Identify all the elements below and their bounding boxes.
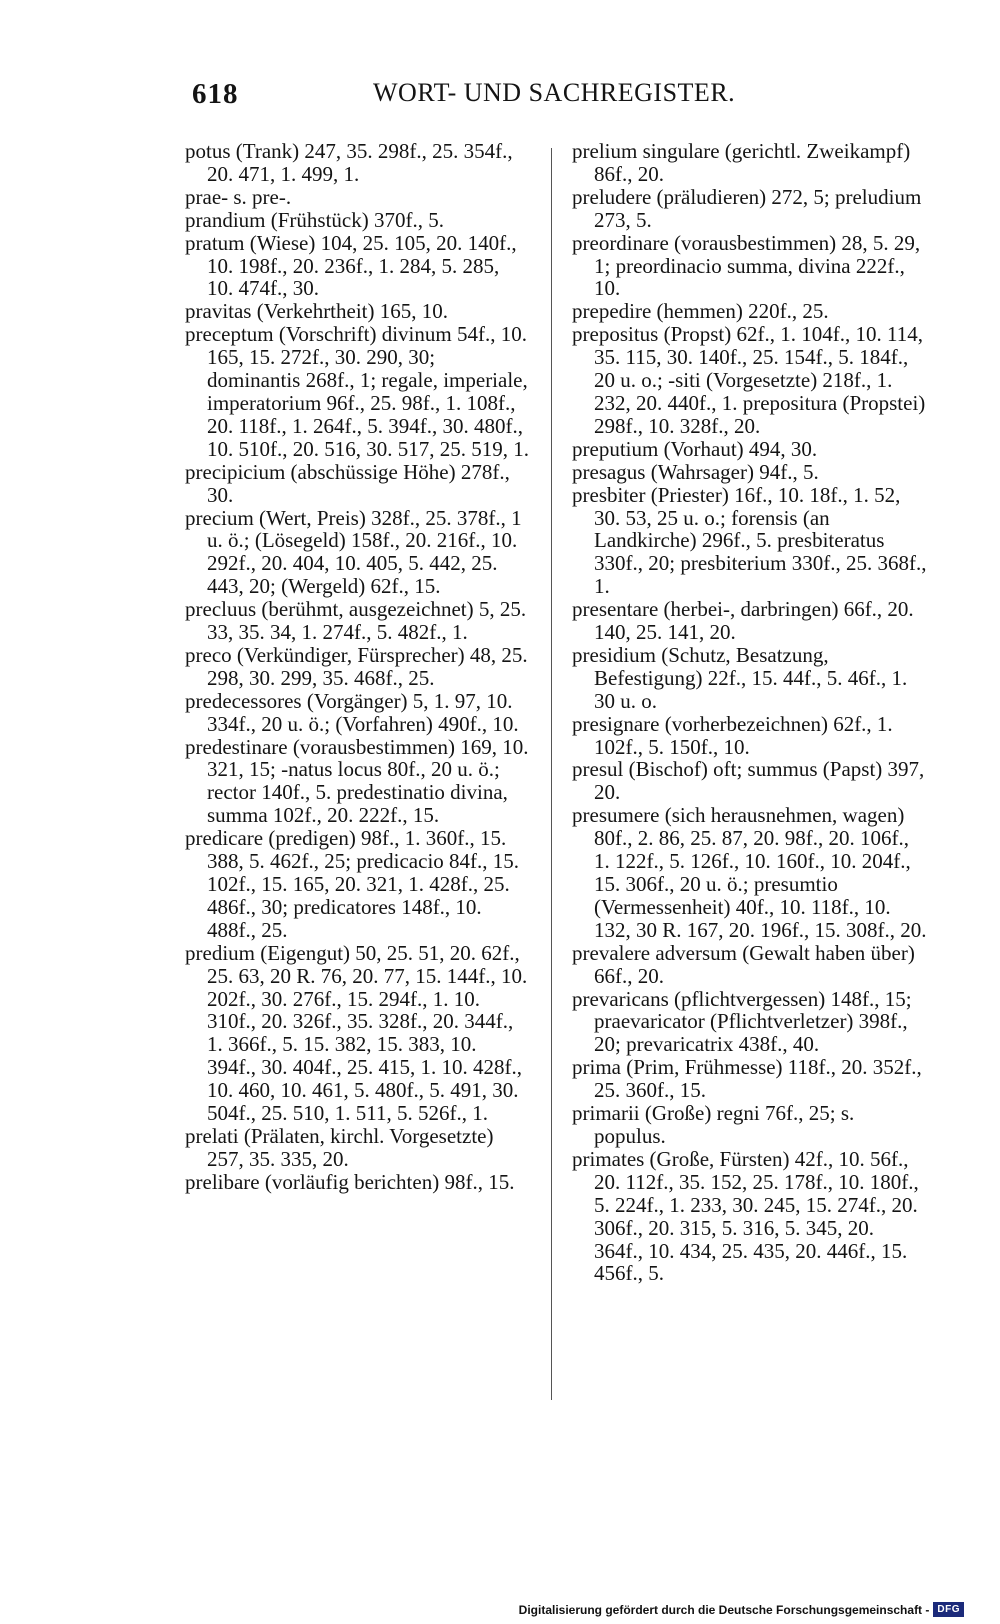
digitization-footer	[519, 1602, 964, 1617]
index-entry: precium (Wert, Preis) 328f., 25. 378f., 1 u. ö.; (Lösegeld) 158f., 20. 216f., 10. 292f., 20. 404, 10. 405, 5. 442, 25. 443, 20; (Wergeld) 62f., 15.	[185, 505, 527, 599]
index-entry: prandium (Frühstück) 370f., 5.	[185, 207, 444, 232]
index-entry: preputium (Vorhaut) 494, 30.	[572, 436, 818, 461]
index-entry: prevaricans (pflichtvergessen) 148f., 15; praevaricator (Pflichtverletzer) 398f., 20; prevaricatrix 438f., 40.	[572, 986, 917, 1057]
index-entry: precipicium (abschüssige Höhe) 278f., 30.	[185, 459, 516, 507]
index-entry: pravitas (Verkehrtheit) 165, 10.	[185, 299, 449, 324]
index-entry: preludere (präludieren) 272, 5; preludium 273, 5.	[572, 184, 927, 232]
page-number: 618	[192, 78, 239, 110]
index-entry: primarii (Große) regni 76f., 25; s. populus.	[572, 1101, 860, 1148]
index-entry: presbiter (Priester) 16f., 10. 18f., 1. 52, 30. 53, 25 u. o.; forensis (an Landkirche) 296f., 5. presbiteratus 330f., 20; presbiterium 330f., 25. 368f., 1.	[572, 482, 932, 599]
index-entry: presentare (herbei-, darbringen) 66f., 20. 140, 25. 141, 20.	[572, 597, 919, 645]
running-title: WORT- UND SACHREGISTER.	[373, 78, 736, 107]
dfg-logo-icon: DFG	[933, 1602, 964, 1617]
column-divider	[551, 148, 552, 1400]
index-entry: pratum (Wiese) 104, 25. 105, 20. 140f., 10. 198f., 20. 236f., 1. 284, 5. 285, 10. 474f., 30.	[185, 230, 522, 301]
index-column-right	[572, 139, 932, 1286]
index-entry: prelati (Prälaten, kirchl. Vorgesetzte) 257, 35. 335, 20.	[185, 1123, 499, 1171]
index-entry: prelibare (vorläufig berichten) 98f., 15.	[185, 1169, 515, 1194]
index-entry: predecessores (Vorgänger) 5, 1. 97, 10. 334f., 20 u. ö.; (Vorfahren) 490f., 10.	[185, 688, 519, 736]
index-entry: predestinare (vorausbestimmen) 169, 10. 321, 15; -natus locus 80f., 20 u. ö.; rector 140f., 5. predestinatio divina, summa 102f., 20. 222f., 15.	[185, 734, 534, 828]
index-entry: presagus (Wahrsager) 94f., 5.	[572, 459, 819, 484]
index-entry: preordinare (vorausbestimmen) 28, 5. 29, 1; preordinacio summa, divina 222f., 10.	[572, 230, 926, 301]
index-entry: presignare (vorherbezeichnen) 62f., 1. 102f., 5. 150f., 10.	[572, 711, 898, 759]
index-entry: presumere (sich herausnehmen, wagen) 80f., 2. 86, 25. 87, 20. 98f., 20. 106f., 1. 122f., 5. 126f., 10. 160f., 10. 204f., 15. 306f., 20 u. ö.; presumtio (Vermessenheit) 40f., 10. 118f., 10. 132, 30 R. 167, 20. 196f., 15. 308f., 20.	[572, 803, 927, 942]
index-entry: potus (Trank) 247, 35. 298f., 25. 354f., 20. 471, 1. 499, 1.	[185, 139, 518, 186]
index-entry: preceptum (Vorschrift) divinum 54f., 10. 165, 15. 272f., 30. 290, 30; dominantis 268f., 1; regale, imperiale, imperatorium 96f., 25. 98f., 1. 108f., 20. 118f., 1. 264f., 5. 394f., 30. 480f., 10. 510f., 20. 516, 30. 517, 25. 519, 1.	[185, 322, 533, 461]
index-entry: prevalere adversum (Gewalt haben über) 66f., 20.	[572, 940, 921, 988]
index-entry: predium (Eigengut) 50, 25. 51, 20. 62f., 25. 63, 20 R. 76, 20. 77, 15. 144f., 10. 202f., 30. 276f., 15. 294f., 1. 10. 310f., 20. 326f., 35. 328f., 20. 344f., 1. 366f., 5. 15. 382, 15. 383, 10. 394f., 30. 404f., 25. 415, 1. 10. 428f., 10. 460, 10. 461, 5. 480f., 5. 491, 30. 504f., 25. 510, 1. 511, 5. 526f., 1.	[185, 940, 533, 1126]
index-entry: presidium (Schutz, Besatzung, Befestigung) 22f., 15. 44f., 5. 46f., 1. 30 u. o.	[572, 642, 913, 713]
index-entry: predicare (predigen) 98f., 1. 360f., 15. 388, 5. 462f., 25; predicacio 84f., 15. 102f., 15. 165, 20. 321, 1. 428f., 25. 486f., 30; predicatores 148f., 10. 488f., 25.	[185, 826, 525, 942]
footer-credit: Digitalisierung gefördert durch die Deutsche Forschungsgemeinschaft -	[518, 1602, 930, 1617]
index-entry: prae- s. pre-.	[185, 184, 292, 209]
index-entry: prepedire (hemmen) 220f., 25.	[572, 299, 829, 324]
index-entry: preco (Verkündiger, Fürsprecher) 48, 25. 298, 30. 299, 35. 468f., 25.	[185, 642, 533, 690]
index-entry: precluus (berühmt, ausgezeichnet) 5, 25. 33, 35. 34, 1. 274f., 5. 482f., 1.	[185, 597, 532, 645]
index-entry: prelium singulare (gerichtl. Zweikampf) 86f., 20.	[572, 139, 916, 186]
index-entry: prepositus (Propst) 62f., 1. 104f., 10. 114, 35. 115, 30. 140f., 25. 154f., 5. 184f., 20 u. o.; -siti (Vorgesetzte) 218f., 1. 232, 20. 440f., 1. prepositura (Propstei) 298f., 10. 328f., 20.	[572, 322, 931, 438]
index-column-left	[185, 139, 534, 1194]
index-entry: presul (Bischof) oft; summus (Papst) 397, 20.	[572, 757, 930, 805]
index-entry: primates (Große, Fürsten) 42f., 10. 56f., 20. 112f., 35. 152, 25. 178f., 10. 180f., 5. 224f., 1. 233, 30. 245, 15. 274f., 20. 306f., 20. 315, 5. 316, 5. 345, 20. 364f., 10. 434, 25. 435, 20. 446f., 15. 456f., 5.	[572, 1146, 924, 1286]
index-entry: prima (Prim, Frühmesse) 118f., 20. 352f., 25. 360f., 15.	[572, 1055, 928, 1103]
